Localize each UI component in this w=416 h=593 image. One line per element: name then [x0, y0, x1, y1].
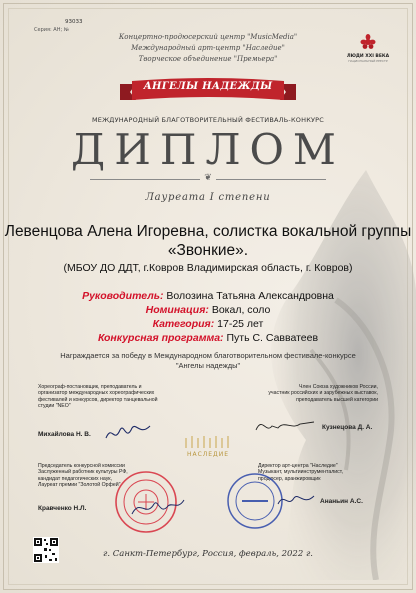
- flower-logo-icon: [360, 34, 376, 50]
- signature-kuznetsova: [252, 414, 318, 436]
- organizer-line-1: Концертно-продюсерский центр "MusicMedia": [118, 33, 298, 41]
- award-text: [0, 351, 416, 371]
- signatory-director-name: Ананьин А.С.: [320, 498, 363, 505]
- detail-label: Руководитель:: [82, 290, 164, 302]
- detail-nomination: [0, 304, 416, 316]
- serial-label: Серия: АН; №: [34, 27, 69, 33]
- signatory-choreographer-name: Михайлова Н. В.: [38, 431, 91, 438]
- ornament-line-right: [216, 179, 326, 180]
- title-line: Хореограф-постановщик, преподаватель и: [38, 384, 142, 390]
- detail-value: Волозина Татьяна Александровна: [166, 290, 334, 302]
- nasledie-logo: [172, 434, 244, 464]
- detail-supervisor: [0, 290, 416, 302]
- title-line: организатор международных хореографических: [38, 390, 155, 397]
- logo-subtitle: НАЦИОНАЛЬНЫЙ РЕЕСТР: [348, 59, 388, 64]
- title-line: студии "NEO": [38, 403, 71, 410]
- ornament-line-left: [90, 179, 200, 180]
- winner-name: [0, 222, 416, 260]
- ribbon-title: АНГЕЛЫ НАДЕЖДЫ: [143, 81, 273, 92]
- title-line: преподаватель высшей категории: [296, 396, 378, 403]
- serial-number: 93033: [65, 19, 83, 25]
- footer-place-date: г. Санкт-Петербург, Россия, февраль, 2022 г.: [103, 549, 313, 559]
- people-21-century-logo: [342, 34, 394, 66]
- title-line: Директор арт-центра "Наследие": [258, 463, 338, 469]
- title-line: фестивалей и конкурсов, директор танцевальной: [38, 396, 158, 403]
- detail-category: [0, 318, 416, 330]
- signature-ananyin: [276, 490, 316, 510]
- signatory-choreographer-title: [38, 384, 188, 410]
- detail-label: Конкурсная программа:: [97, 332, 224, 344]
- signature-mikhailova: [104, 420, 152, 446]
- winner-name-line-2: «Звонкие».: [167, 242, 249, 259]
- festival-title: МЕЖДУНАРОДНЫЙ БЛАГОТВОРИТЕЛЬНЫЙ ФЕСТИВАЛЬ-КОНКУРС: [91, 116, 325, 124]
- title-line: Председатель конкурсной комиссии: [38, 463, 125, 469]
- award-line-2: "Ангелы надежды": [175, 361, 241, 370]
- nasledie-logo-text: НАСЛЕДИЕ: [186, 451, 230, 458]
- detail-label: Категория:: [152, 318, 215, 330]
- detail-value: 17-25 лет: [217, 318, 264, 330]
- ornament-icon: ❦: [204, 173, 212, 183]
- organizer-line-2: Международный арт-центр "Наследие": [131, 44, 285, 52]
- title-line: участник российских и зарубежных выставок,: [268, 390, 378, 397]
- organizer-line-3: Творческое объединение "Премьера": [138, 55, 278, 63]
- detail-program: [0, 332, 416, 344]
- laureate-degree: Лауреата I степени: [145, 192, 271, 203]
- winner-school: (МБОУ ДО ДДТ, г.Ковров Владимирская область, г. Ковров): [63, 262, 353, 274]
- title-line: Член Союза художников России,: [299, 384, 378, 390]
- signatory-chair-name: Кравченко Н.Л.: [38, 505, 87, 512]
- title-line: кандидат педагогических наук,: [38, 475, 112, 482]
- award-line-1: Награждается за победу в Международном благотворительном фестивале-конкурсе: [60, 351, 356, 360]
- detail-value: Вокал, соло: [211, 304, 271, 316]
- title-line: продюсер, аранжировщик: [258, 475, 321, 482]
- logo-text: ЛЮДИ XXI ВЕКА: [346, 54, 390, 59]
- signature-kravchenko: [130, 496, 186, 520]
- winner-name-line-1: Левенцова Алена Игоревна, солистка вокальной группы: [4, 223, 412, 240]
- detail-label: Номинация:: [145, 304, 209, 316]
- detail-value: Путь С. Савватеев: [226, 332, 319, 344]
- title-line: Музыкант, мультиинструменталист,: [258, 469, 343, 476]
- title-line: Лауреат премии "Золотой Орфей": [38, 482, 121, 489]
- signatory-artist-title: [238, 384, 378, 403]
- signatory-artist-name: Кузнецова Д. А.: [322, 424, 373, 431]
- diploma-heading: ДИПЛОМ: [71, 125, 345, 174]
- title-line: Заслуженный работник культуры РФ,: [38, 469, 128, 476]
